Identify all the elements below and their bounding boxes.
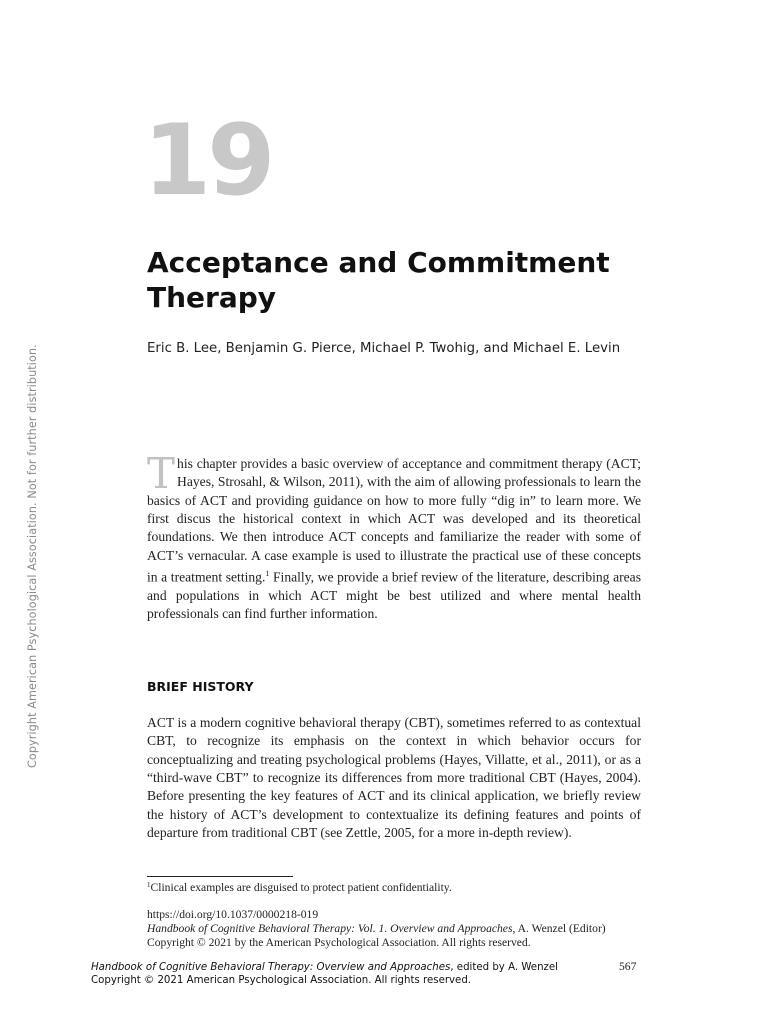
footer-copyright: Copyright © 2021 American Psychological Association. All rights reserved.	[91, 974, 472, 986]
footnote	[147, 881, 452, 894]
publication-info	[147, 908, 606, 951]
intro-text: his chapter provides a basic overview of acceptance and commitment therapy (ACT; Hayes, Strosahl, & Wilson, 2011), with the aim of allowing professionals to learn the basics of ACT and providing guidance on how to more fully “dig in” to learn more. We first discus the historical context in which ACT was developed and its theoretical foundations. We then introduce ACT concepts and familiarize the reader with some of ACT’s vernacular. A case example is used to illustrate the practical use of these concepts in a treatment setting.	[147, 456, 641, 585]
footnote-reference[interactable]: 1	[265, 569, 270, 579]
intro-text-continued: Finally, we provide a brief review of the literature, describing areas and populations in which ACT might be best utilized and where mental health professionals can find further information.	[147, 569, 642, 622]
copyright-side-notice: Copyright American Psychological Association. Not for further distribution.	[26, 344, 39, 768]
chapter-number: 19	[143, 104, 272, 218]
book-editor: A. Wenzel (Editor)	[515, 922, 606, 936]
page-footer	[91, 962, 558, 987]
intro-paragraph	[147, 449, 642, 624]
footnote-text: Clinical examples are disguised to protect patient confidentiality.	[150, 881, 452, 894]
footer-editor: , edited by A. Wenzel	[450, 962, 558, 973]
doi-link[interactable]: https://doi.org/10.1037/0000218-019	[147, 908, 319, 921]
section-heading: BRIEF HISTORY	[147, 679, 254, 694]
drop-cap: T	[147, 449, 176, 498]
chapter-authors: Eric B. Lee, Benjamin G. Pierce, Michael P. Twohig, and Michael E. Levin	[147, 341, 621, 356]
chapter-title: Acceptance and Commitment Therapy	[147, 246, 610, 314]
book-title: Handbook of Cognitive Behavioral Therapy: Vol. 1. Overview and Approaches,	[147, 922, 516, 936]
footnote-marker: 1	[147, 881, 151, 889]
page-number: 567	[619, 960, 637, 973]
publication-copyright: Copyright © 2021 by the American Psychological Association. All rights reserved.	[147, 936, 531, 950]
book-citation	[147, 922, 606, 936]
footer-book-title: Handbook of Cognitive Behavioral Therapy: Overview and Approaches	[91, 962, 451, 973]
section-body: ACT is a modern cognitive behavioral therapy (CBT), sometimes referred to as contextual CBT, to recognize its emphasis on the context in which behavior occurs for conceptualizing and treating psychological problems (Hayes, Villatte, et al., 2011), or as a “third-wave CBT” to recognize its differences from more traditional CBT (Hayes, 2004). Before presenting the key features of ACT and its clinical application, we briefly review the history of ACT’s development to contextualize its defining features and points of departure from traditional CBT (see Zettle, 2005, for a more in-depth review).	[147, 715, 641, 841]
footer-citation	[91, 962, 558, 975]
footnote-divider	[147, 876, 293, 877]
